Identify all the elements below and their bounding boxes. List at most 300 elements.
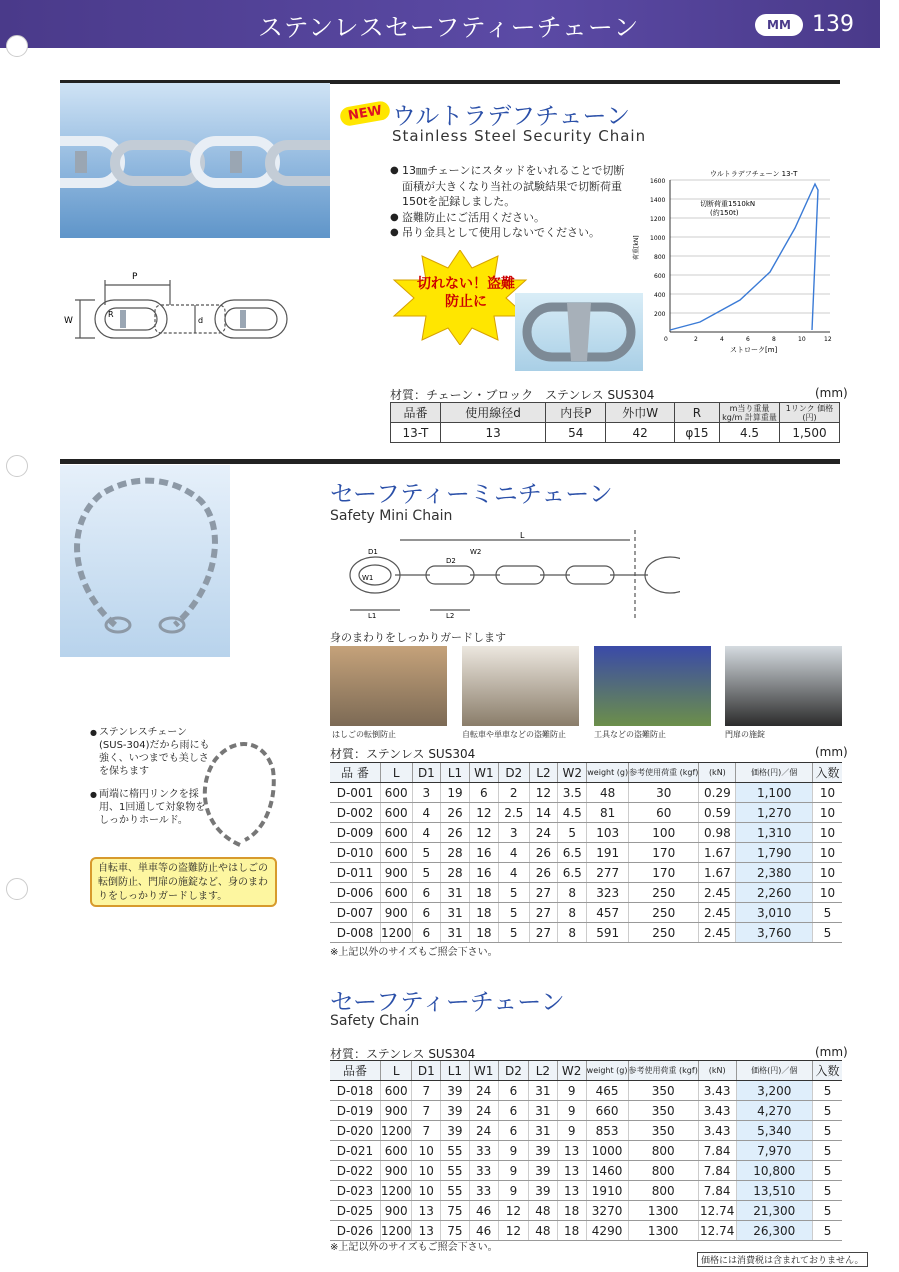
table-cell: 33 (469, 1181, 498, 1201)
table-row (330, 1101, 842, 1121)
table-cell: 2,380 (736, 863, 813, 883)
table-cell: 10 (412, 1181, 441, 1201)
table-header: D2 (498, 1061, 528, 1081)
table-cell: 6 (498, 1121, 528, 1141)
table-cell: 1,100 (736, 783, 813, 803)
table-cell: 18 (469, 923, 498, 943)
mini-subtitle: Safety Mini Chain (330, 508, 453, 524)
table-cell: 4.5 (720, 423, 780, 443)
table-header: (kN) (698, 1061, 736, 1081)
y-tick: 200 (654, 311, 666, 318)
table-cell: 2,260 (736, 883, 813, 903)
table-header: 入数 (813, 1061, 842, 1081)
table-cell: 0.98 (699, 823, 736, 843)
table-cell: 900 (380, 863, 412, 883)
table-cell: 24 (529, 823, 558, 843)
safety-spec-table (330, 1060, 842, 1241)
table-cell: D-007 (330, 903, 380, 923)
table-header: 入数 (812, 763, 842, 783)
table-header: 外巾W (606, 403, 675, 423)
table-cell: 5 (813, 1221, 842, 1241)
table-cell: 26 (529, 843, 558, 863)
table-cell: 5 (412, 843, 441, 863)
table-cell: 13 (440, 423, 545, 443)
table-cell: 600 (380, 1081, 412, 1101)
table-cell: 5 (813, 1101, 842, 1121)
graph-annotation: 切断荷重1510kN (700, 200, 756, 208)
table-cell: 9 (557, 1081, 586, 1101)
table-cell: 39 (441, 1121, 470, 1141)
table-cell: 9 (498, 1141, 528, 1161)
table-cell: 24 (469, 1101, 498, 1121)
table-cell: 26,300 (736, 1221, 813, 1241)
table-cell: 48 (529, 1201, 558, 1221)
table-cell: D-021 (330, 1141, 380, 1161)
table-header: L2 (529, 1061, 558, 1081)
table-cell: 12.74 (698, 1201, 736, 1221)
y-tick: 1600 (650, 178, 666, 185)
app-photo-tools (594, 646, 711, 726)
table-cell: 26 (529, 863, 558, 883)
table-cell: 2 (498, 783, 529, 803)
table-cell: 6 (498, 1081, 528, 1101)
y-tick: 800 (654, 254, 666, 261)
table-cell: 31 (441, 883, 470, 903)
table-cell: 18 (557, 1221, 586, 1241)
table-cell: 6 (412, 883, 441, 903)
table-cell: 33 (469, 1161, 498, 1181)
mini-unit: (mm) (815, 745, 848, 759)
mini-chain-diagram (330, 530, 680, 620)
table-cell: 28 (441, 863, 470, 883)
table-header: 品 番 (330, 763, 380, 783)
tax-note: 価格には消費税は含まれておりません。 (697, 1252, 868, 1267)
diagram-label-r: R (108, 310, 114, 319)
safety-unit: (mm) (815, 1045, 848, 1059)
chain-illustration (185, 730, 280, 850)
safety-title: セーフティーチェーン (330, 988, 565, 1016)
table-header: W1 (469, 1061, 498, 1081)
safety-subtitle: Safety Chain (330, 1013, 420, 1029)
table-cell: 591 (587, 923, 629, 943)
table-cell: 1200 (380, 923, 412, 943)
table-cell: 31 (441, 923, 470, 943)
app-photo-gate (725, 646, 842, 726)
table-header: weight (g) (586, 1061, 628, 1081)
table-cell: D-010 (330, 843, 380, 863)
table-cell: 100 (629, 823, 699, 843)
table-cell: D-011 (330, 863, 380, 883)
table-cell: 0.29 (699, 783, 736, 803)
table-cell: 27 (529, 903, 558, 923)
table-header-row (330, 1061, 842, 1081)
table-row (330, 1141, 842, 1161)
table-cell: 4,270 (736, 1101, 813, 1121)
table-header: L (380, 1061, 412, 1081)
table-cell: 75 (441, 1221, 470, 1241)
table-row (330, 883, 842, 903)
table-cell: 6.5 (558, 843, 587, 863)
table-header: 品番 (330, 1061, 380, 1081)
table-cell: 800 (628, 1181, 698, 1201)
table-header: 品番 (391, 403, 441, 423)
table-cell: 600 (380, 883, 412, 903)
table-cell: 31 (529, 1081, 558, 1101)
table-cell: 853 (586, 1121, 628, 1141)
table-cell: 1,790 (736, 843, 813, 863)
table-cell: 457 (587, 903, 629, 923)
diagram-label-p: P (132, 272, 138, 282)
table-header: D1 (412, 763, 441, 783)
table-cell: 1910 (586, 1181, 628, 1201)
table-row (330, 1201, 842, 1221)
diagram-label-d: d (198, 316, 204, 325)
table-header: R (674, 403, 719, 423)
table-cell: 103 (587, 823, 629, 843)
binder-hole-icon (6, 35, 28, 57)
mini-chain-photo (60, 465, 230, 657)
table-cell: 2.45 (699, 903, 736, 923)
table-cell: 31 (529, 1121, 558, 1141)
table-cell: 13 (412, 1221, 441, 1241)
table-cell: 13 (557, 1181, 586, 1201)
table-cell: 2.5 (498, 803, 529, 823)
table-cell: D-009 (330, 823, 380, 843)
table-header: 価格(円)／個 (736, 763, 813, 783)
table-cell: 1460 (586, 1161, 628, 1181)
table-cell: 800 (628, 1141, 698, 1161)
table-cell: 48 (529, 1221, 558, 1241)
x-tick: 10 (798, 336, 806, 343)
table-cell: 6 (498, 1101, 528, 1121)
table-cell: 16 (469, 843, 498, 863)
x-tick: 0 (664, 336, 668, 343)
diagram-label-d2: D2 (446, 557, 456, 565)
table-cell: 13 (412, 1201, 441, 1221)
table-cell: 10 (812, 803, 842, 823)
table-row (330, 1161, 842, 1181)
table-row (330, 1081, 842, 1101)
table-cell: 4 (412, 823, 441, 843)
safety-footnote: ※上記以外のサイズもご照会下さい。 (330, 1242, 498, 1253)
table-cell: 10 (812, 883, 842, 903)
table-cell: 12 (529, 783, 558, 803)
table-row (330, 843, 842, 863)
x-tick: 4 (720, 336, 724, 343)
table-cell: 18 (469, 883, 498, 903)
table-cell: 12.74 (698, 1221, 736, 1241)
table-cell: 33 (469, 1141, 498, 1161)
table-header: 参考使用荷重 (kgf) (628, 1061, 698, 1081)
table-cell: 250 (629, 883, 699, 903)
table-row (330, 803, 842, 823)
table-header: D1 (412, 1061, 441, 1081)
table-row (391, 423, 840, 443)
guard-caption: 身のまわりをしっかりガードします (330, 631, 506, 644)
table-cell: 46 (469, 1201, 498, 1221)
table-row (330, 1121, 842, 1141)
table-header: 内長P (546, 403, 606, 423)
table-cell: 4.5 (558, 803, 587, 823)
mini-footnote: ※上記以外のサイズもご照会下さい。 (330, 947, 498, 958)
table-cell: 600 (380, 823, 412, 843)
diagram-label-w2: W2 (470, 548, 482, 556)
table-cell: 3,010 (736, 903, 813, 923)
table-cell: 7 (412, 1121, 441, 1141)
table-cell: 24 (469, 1081, 498, 1101)
table-cell: D-026 (330, 1221, 380, 1241)
table-cell: 5 (412, 863, 441, 883)
table-cell: 350 (628, 1121, 698, 1141)
table-header: W2 (557, 1061, 586, 1081)
table-cell: 1,270 (736, 803, 813, 823)
table-header: m当り重量kg/m 計算重量 (720, 403, 780, 423)
table-cell: 42 (606, 423, 675, 443)
ultra-unit: (mm) (815, 386, 848, 400)
table-cell: 5 (558, 823, 587, 843)
table-cell: 4 (498, 863, 529, 883)
table-cell: 6 (469, 783, 498, 803)
list-item: ● 吊り金具として使用しないでください。 (390, 225, 630, 241)
table-header: (kN) (699, 763, 736, 783)
table-cell: 8 (558, 923, 587, 943)
table-cell: 465 (586, 1081, 628, 1101)
list-item: ● 両端に楕円リンクを採用、1回通して対象物をしっかりホールド。 (90, 788, 210, 827)
table-header: weight (g) (587, 763, 629, 783)
app-photo-ladder (330, 646, 447, 726)
table-cell: 1,310 (736, 823, 813, 843)
table-cell: 27 (529, 923, 558, 943)
mini-material: 材質：ステンレス SUS304 (330, 747, 476, 761)
x-axis-label: ストローク[m] (730, 346, 778, 354)
table-cell: 8 (558, 903, 587, 923)
table-cell: 1200 (380, 1221, 412, 1241)
y-tick: 1200 (650, 216, 666, 223)
x-tick: 6 (746, 336, 750, 343)
table-cell: 9 (557, 1121, 586, 1141)
table-header: 使用線径d (440, 403, 545, 423)
table-cell: 26 (441, 803, 470, 823)
table-cell: 10 (412, 1141, 441, 1161)
ultra-chain-photo (60, 83, 330, 238)
table-cell: 12 (469, 803, 498, 823)
table-cell: 55 (441, 1141, 470, 1161)
table-cell: 600 (380, 803, 412, 823)
table-cell: 5 (812, 903, 842, 923)
table-header: L1 (441, 763, 470, 783)
table-cell: 27 (529, 883, 558, 903)
diagram-label-l2: L2 (446, 612, 455, 620)
table-cell: 1,500 (780, 423, 840, 443)
diagram-label-w1: W1 (362, 574, 374, 582)
table-cell: 170 (629, 863, 699, 883)
table-cell: 800 (628, 1161, 698, 1181)
table-cell: 9 (498, 1181, 528, 1201)
chain-block-photo (515, 293, 643, 371)
table-cell: D-001 (330, 783, 380, 803)
table-header: 価格(円)／個 (736, 1061, 813, 1081)
table-cell: 8 (558, 883, 587, 903)
table-cell: 14 (529, 803, 558, 823)
table-cell: D-025 (330, 1201, 380, 1221)
table-cell: 5 (498, 923, 529, 943)
table-cell: 1200 (380, 1121, 412, 1141)
table-row (330, 863, 842, 883)
table-cell: 7.84 (698, 1141, 736, 1161)
app-caption: 門扉の施錠 (725, 730, 765, 739)
table-cell: 3.5 (558, 783, 587, 803)
table-cell: 6.5 (558, 863, 587, 883)
binder-hole-icon (6, 878, 28, 900)
table-cell: 31 (529, 1101, 558, 1121)
table-cell: D-002 (330, 803, 380, 823)
y-tick: 1400 (650, 197, 666, 204)
table-cell: 13 (557, 1141, 586, 1161)
table-cell: 5 (813, 1181, 842, 1201)
list-item: ● 13㎜チェーンにスタッドをいれることで切断面積が大きくなり当社の試験結果で切断荷重150tを記録しました。 (390, 163, 630, 210)
table-header: D2 (498, 763, 529, 783)
table-cell: 4 (498, 843, 529, 863)
table-cell: 10 (412, 1161, 441, 1181)
burst-text: 切れない！盗難防止に (417, 276, 515, 310)
table-header: L1 (441, 1061, 470, 1081)
table-cell: 2.45 (699, 883, 736, 903)
table-cell: 170 (629, 843, 699, 863)
table-cell: 277 (587, 863, 629, 883)
binder-hole-icon (6, 455, 28, 477)
page-number: 139 (812, 12, 854, 37)
table-row (330, 1181, 842, 1201)
section-divider (60, 459, 840, 464)
x-tick: 2 (694, 336, 698, 343)
page-title: ステンレスセーフティーチェーン (258, 13, 640, 42)
table-cell: 39 (529, 1181, 558, 1201)
table-cell: 30 (629, 783, 699, 803)
table-cell: 350 (628, 1081, 698, 1101)
y-tick: 1000 (650, 235, 666, 242)
table-cell: φ15 (674, 423, 719, 443)
table-row (330, 783, 842, 803)
table-cell: 1300 (628, 1221, 698, 1241)
x-tick: 8 (772, 336, 776, 343)
table-cell: 900 (380, 903, 412, 923)
table-cell: 10 (812, 783, 842, 803)
table-cell: 75 (441, 1201, 470, 1221)
table-cell: 1000 (586, 1141, 628, 1161)
table-cell: 19 (441, 783, 470, 803)
table-header: L (380, 763, 412, 783)
table-cell: 81 (587, 803, 629, 823)
diagram-label-w: W (64, 316, 73, 326)
table-cell: 5 (813, 1121, 842, 1141)
table-cell: 250 (629, 903, 699, 923)
table-cell: D-022 (330, 1161, 380, 1181)
table-cell: 3270 (586, 1201, 628, 1221)
list-item: ● ステンレスチェーン(SUS-304)だから雨にも強く、いつまでも美しさを保ちます (90, 726, 210, 778)
table-cell: D-018 (330, 1081, 380, 1101)
table-cell: 7,970 (736, 1141, 813, 1161)
table-cell: 0.59 (699, 803, 736, 823)
table-cell: 600 (380, 843, 412, 863)
table-cell: 12 (498, 1201, 528, 1221)
table-cell: 7.84 (698, 1181, 736, 1201)
table-cell: 900 (380, 1101, 412, 1121)
app-caption: はしごの転倒防止 (332, 730, 396, 739)
load-stroke-graph (630, 160, 840, 360)
table-cell: 5 (813, 1081, 842, 1101)
table-cell: 250 (629, 923, 699, 943)
table-cell: 28 (441, 843, 470, 863)
table-cell: 13 (557, 1161, 586, 1181)
y-tick: 400 (654, 292, 666, 299)
mini-note-box: 自転車、単車等の盗難防止やはしごの転倒防止、門扉の施錠など、身のまわりをしっかりガードします。 (90, 857, 277, 907)
table-cell: 13,510 (736, 1181, 813, 1201)
table-cell: 13-T (391, 423, 441, 443)
table-cell: 60 (629, 803, 699, 823)
table-cell: 323 (587, 883, 629, 903)
table-cell: 3 (412, 783, 441, 803)
table-header-row (330, 763, 842, 783)
table-header: W2 (558, 763, 587, 783)
table-header: W1 (469, 763, 498, 783)
table-cell: D-019 (330, 1101, 380, 1121)
header-bar (0, 0, 880, 48)
table-cell: 10 (812, 843, 842, 863)
table-cell: 3 (498, 823, 529, 843)
table-cell: 5,340 (736, 1121, 813, 1141)
table-cell: 39 (441, 1101, 470, 1121)
app-caption: 自転車や単車などの盗難防止 (462, 730, 566, 739)
table-cell: 5 (498, 883, 529, 903)
mini-title: セーフティーミニチェーン (330, 480, 613, 508)
x-tick: 12 (824, 336, 832, 343)
table-cell: 12 (498, 1221, 528, 1241)
table-cell: 6 (412, 903, 441, 923)
ultra-material: 材質：チェーン・ブロック ステンレス SUS304 (390, 388, 655, 402)
graph-annotation: (約150t) (710, 209, 739, 217)
ultra-spec-table (390, 402, 840, 443)
table-cell: 24 (469, 1121, 498, 1141)
table-header: L2 (529, 763, 558, 783)
safety-material: 材質：ステンレス SUS304 (330, 1047, 476, 1061)
table-cell: D-023 (330, 1181, 380, 1201)
ultra-bullets (390, 163, 630, 241)
table-cell: 3,760 (736, 923, 813, 943)
table-cell: D-006 (330, 883, 380, 903)
table-row (330, 923, 842, 943)
table-cell: 1300 (628, 1201, 698, 1221)
table-cell: 31 (441, 903, 470, 923)
table-cell: 4290 (586, 1221, 628, 1241)
table-cell: 191 (587, 843, 629, 863)
ultra-chain-diagram (60, 265, 340, 350)
table-cell: 39 (441, 1081, 470, 1101)
diagram-label-d1: D1 (368, 548, 378, 556)
table-cell: 9 (498, 1161, 528, 1181)
table-cell: 21,300 (736, 1201, 813, 1221)
table-cell: 600 (380, 1141, 412, 1161)
table-cell: 3.43 (698, 1101, 736, 1121)
table-cell: 7.84 (698, 1161, 736, 1181)
ultra-title: ウルトラデフチェーン (392, 102, 631, 130)
table-cell: D-020 (330, 1121, 380, 1141)
app-photo-bicycle (462, 646, 579, 726)
table-cell: D-008 (330, 923, 380, 943)
table-cell: 12 (469, 823, 498, 843)
table-cell: 350 (628, 1101, 698, 1121)
table-cell: 1200 (380, 1181, 412, 1201)
table-cell: 660 (586, 1101, 628, 1121)
